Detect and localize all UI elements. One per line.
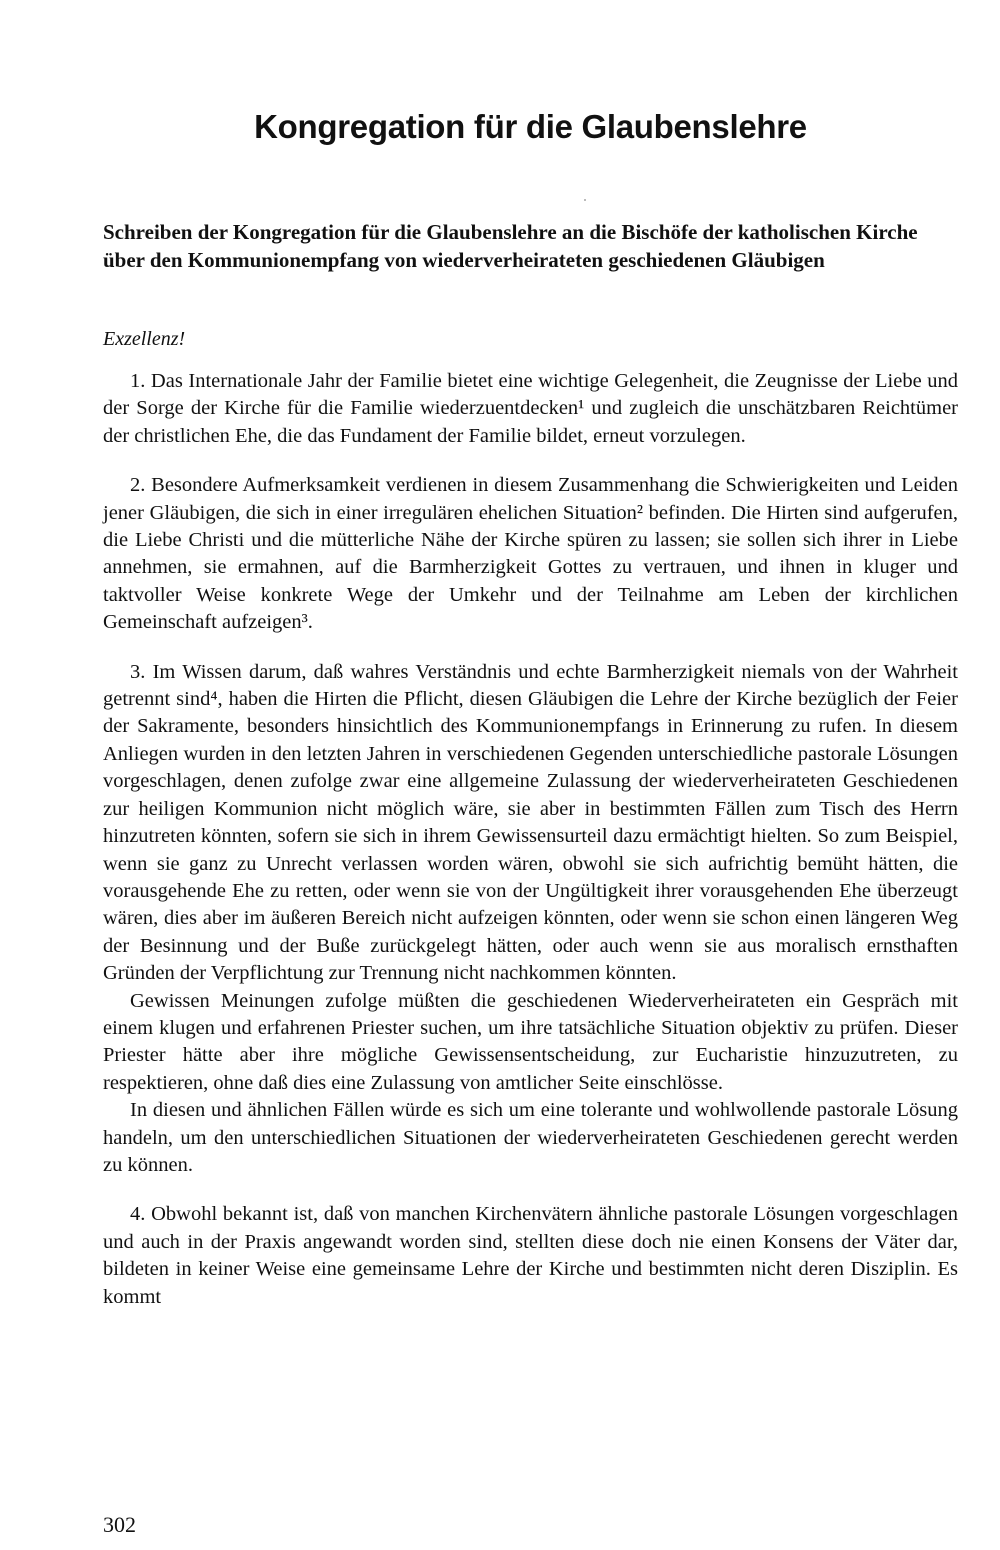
page-title: Kongregation für die Glaubenslehre: [254, 108, 807, 145]
paragraph-3: 3. Im Wissen darum, daß wahres Verständnis und echte Barmherzigkeit niemals von der Wahrheit getrennt sind⁴, haben die Hirten die Pflicht, diesen Gläubigen die Lehre der Kirche bezüglich der Feier der Sakramente, besonders hinsichtlich des Kommunionempfangs in Erinnerung zu rufen. In diesem Anliegen wurden in den letzten Jahren in verschiedenen Gegenden unterschiedliche pastorale Lösungen vorgeschlagen, denen zufolge zwar eine allgemeine Zulassung der wiederverheirateten Geschiedenen zur heiligen Kommunion nicht möglich wäre, sie aber in bestimmten Fällen zum Tisch des Herrn hinzutreten könnten, sofern sie sich in ihrem Gewissensurteil dazu ermächtigt hielten. So zum Beispiel, wenn sie ganz zu Unrecht verlassen worden wären, obwohl sie sich aufrichtig bemüht hätten, die vorausgehende Ehe zu retten, oder wenn sie von der Ungültigkeit ihrer vorausgehenden Ehe überzeugt wären, dies aber im äußeren Bereich nicht aufzeigen könnten, oder wenn sie schon einen längeren Weg der Besinnung und der Buße zurückgelegt hätten, oder auch wenn sie aus moralisch ernsthaften Gründen der Verpflichtung zur Trennung nicht nachkommen könnten.: [103, 660, 958, 985]
paragraph-1: 1. Das Internationale Jahr der Familie bietet eine wichtige Gelegenheit, die Zeugnisse der Liebe und der Sorge der Kirche für die Familie wiederzuentdecken¹ und zugleich die unschätzbaren Reichtümer der christlichen Ehe, die das Fundament der Familie bildet, erneut vorzulegen.: [103, 370, 958, 447]
paragraph-2: 2. Besondere Aufmerksamkeit verdienen in diesem Zusammenhang die Schwierigkeiten und Leiden jener Gläubigen, die sich in einer irregulären ehelichen Situation² befinden. Die Hirten sind aufgerufen, die Liebe Christi und die mütterliche Nähe der Kirche spüren zu lassen; sie sollen sich ihrer in Liebe annehmen, sie ermahnen, auf die Barmherzigkeit Gottes zu vertrauen, und ihnen in kluger und taktvoller Weise konkrete Wege der Umkehr und der Teilnahme am Leben der kirchlichen Gemeinschaft aufzeigen³.: [103, 474, 958, 634]
scan-speck: [584, 199, 586, 201]
paragraph-3-conclusion: In diesen und ähnlichen Fällen würde es sich um eine tolerante und wohlwollende pastorale Lösung handeln, um den unterschiedlichen Situationen der wiederverheirateten Geschiedenen gerecht werden zu können.: [103, 1099, 958, 1176]
body-text: [103, 368, 958, 1311]
salutation: Exzellenz!: [103, 328, 186, 350]
document-page: [103, 0, 958, 1550]
page-number: 302: [103, 1512, 136, 1537]
document-subtitle: Schreiben der Kongregation für die Glaubenslehre an die Bischöfe der katholischen Kirche über den Kommunionempfang von wiederverheirateten geschiedenen Gläubigen: [103, 220, 918, 272]
paragraph-4: 4. Obwohl bekannt ist, daß von manchen Kirchenvätern ähnliche pastorale Lösungen vorgeschlagen und auch in der Praxis angewandt worden sind, stellten diese doch nie einen Konsens der Väter dar, bildeten in keiner Weise eine gemeinsame Lehre der Kirche und bestimmten nicht deren Disziplin. Es kommt: [103, 1203, 958, 1308]
paragraph-3-continued: Gewissen Meinungen zufolge müßten die geschiedenen Wiederverheirateten ein Gespräch mit einem klugen und erfahrenen Priester suchen, um ihre tatsächliche Situation objektiv zu prüfen. Dieser Priester hätte aber ihre mögliche Gewissensentscheidung, zur Eucharistie hinzuzutreten, zu respektieren, ohne daß dies eine Zulassung von amtlicher Seite einschlösse.: [103, 989, 958, 1094]
